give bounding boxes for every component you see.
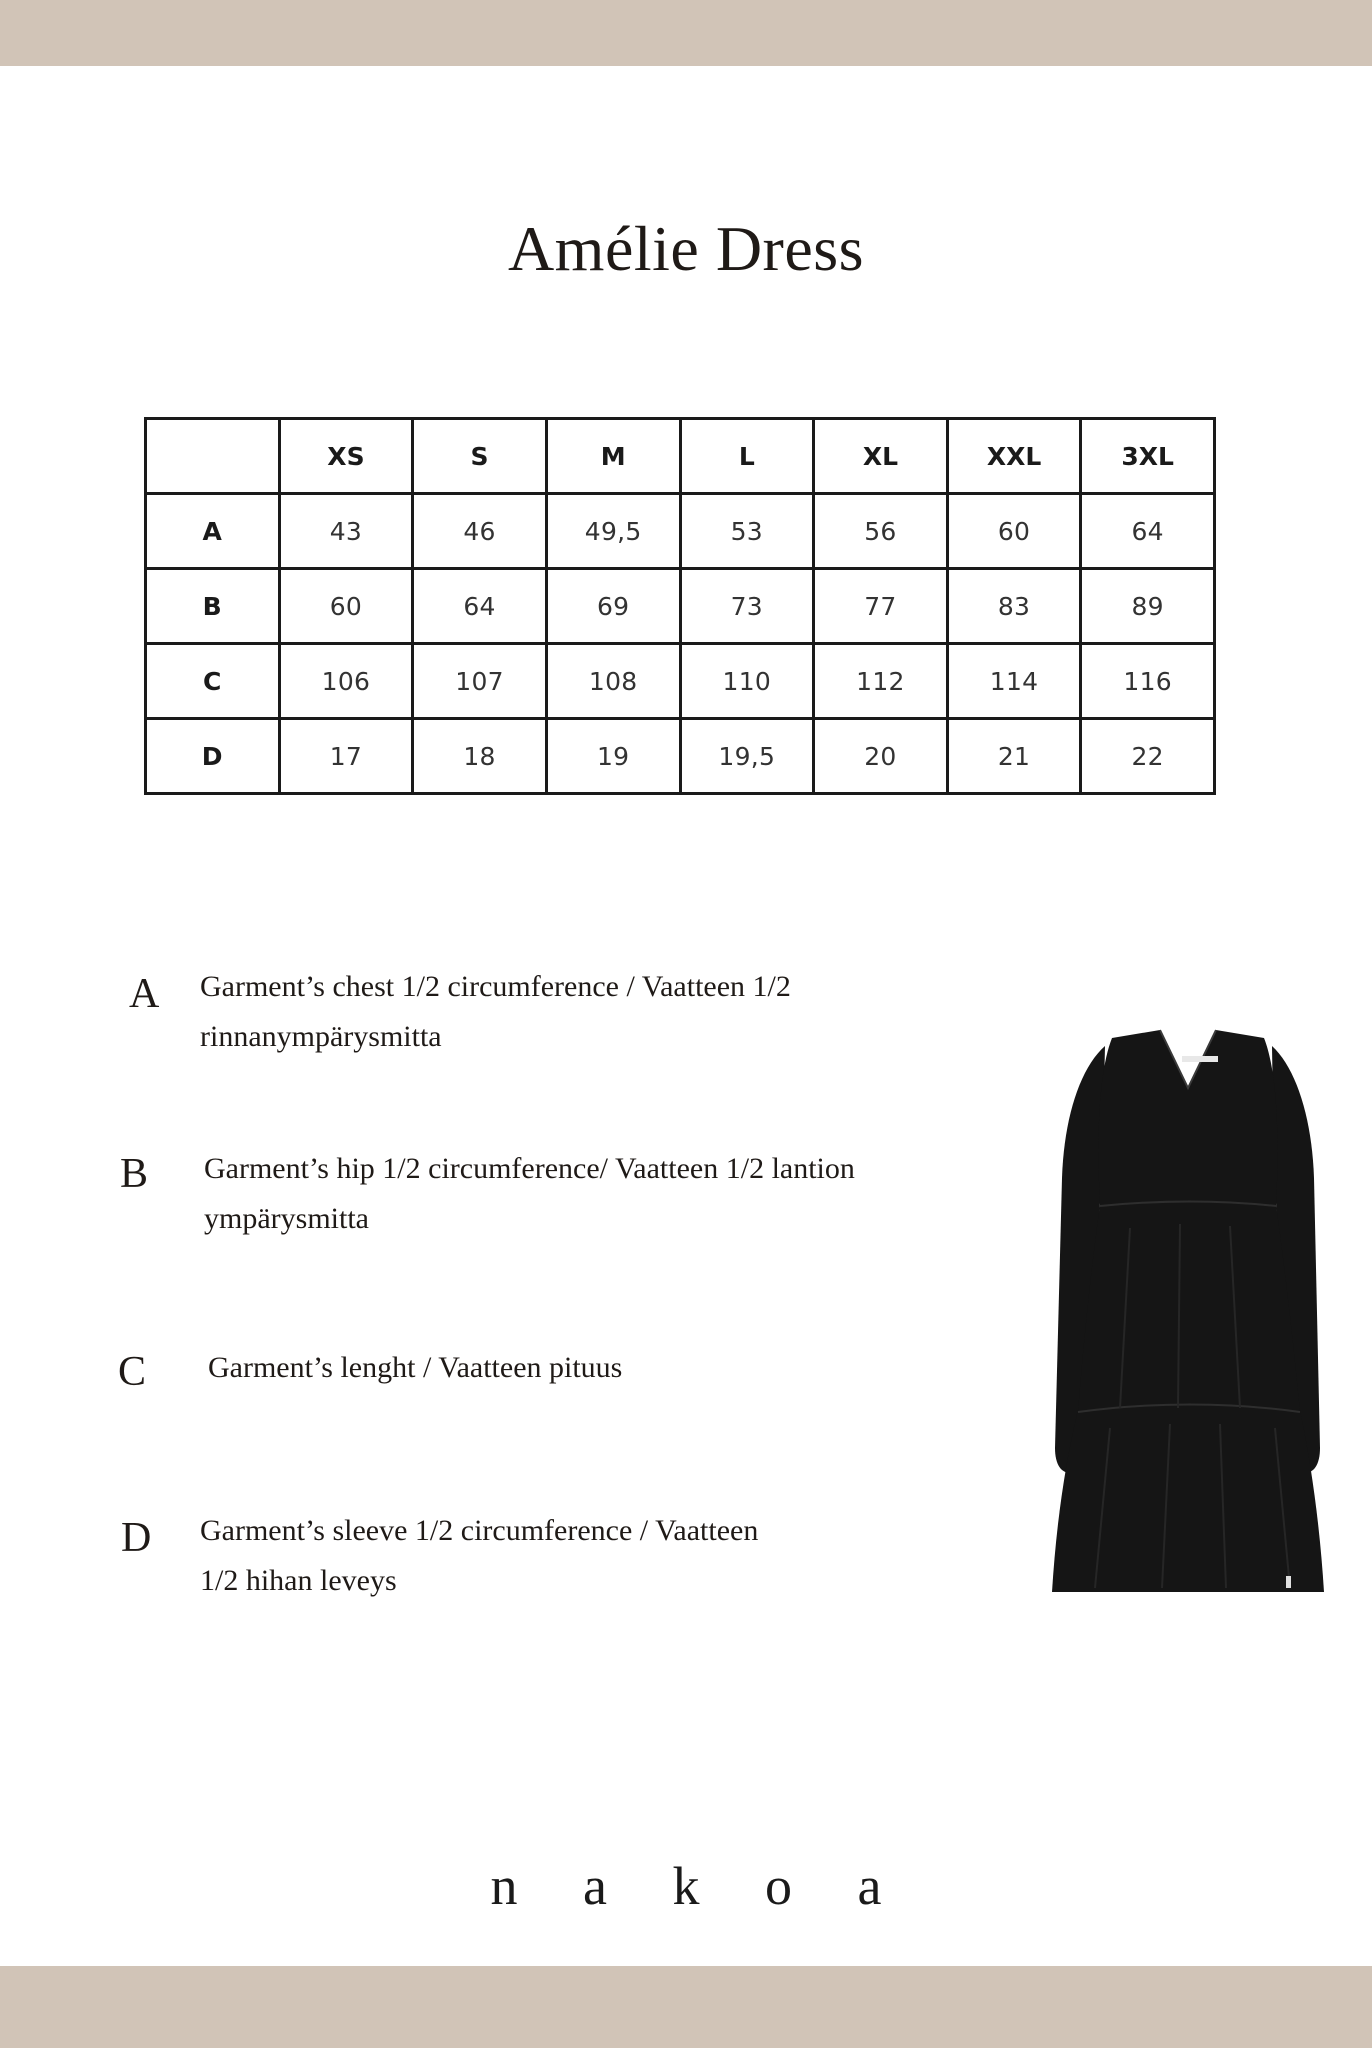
- table-corner-cell: [146, 419, 280, 494]
- table-cell: 112: [814, 644, 948, 719]
- table-cell: 116: [1081, 644, 1215, 719]
- table-cell: 19,5: [680, 719, 814, 794]
- table-cell: 64: [413, 569, 547, 644]
- table-cell: 49,5: [546, 494, 680, 569]
- table-row-c: [146, 644, 1215, 719]
- legend-line: ympärysmitta: [204, 1202, 369, 1235]
- column-header-xl: XL: [814, 419, 948, 494]
- legend-description-d: [200, 1506, 758, 1606]
- table-row-b: [146, 569, 1215, 644]
- table-header-row: [146, 419, 1215, 494]
- legend-description-b: [204, 1144, 855, 1244]
- column-header-l: L: [680, 419, 814, 494]
- table-cell: 56: [814, 494, 948, 569]
- table-cell: 107: [413, 644, 547, 719]
- dress-image: [1050, 1028, 1326, 1598]
- legend-letter-b: B: [120, 1151, 149, 1197]
- legend-description-a: [200, 962, 791, 1062]
- table-cell: 77: [814, 569, 948, 644]
- column-header-s: S: [413, 419, 547, 494]
- legend-description-c: [208, 1343, 622, 1393]
- table-cell: 22: [1081, 719, 1215, 794]
- table-cell: 18: [413, 719, 547, 794]
- table-cell: 73: [680, 569, 814, 644]
- row-key: A: [146, 494, 280, 569]
- table-cell: 69: [546, 569, 680, 644]
- size-chart-table: [144, 417, 1216, 795]
- row-key: C: [146, 644, 280, 719]
- table-cell: 43: [279, 494, 413, 569]
- legend-line: 1/2 hihan leveys: [200, 1564, 397, 1597]
- table-cell: 83: [947, 569, 1081, 644]
- bottom-band: [0, 1966, 1372, 2048]
- legend-letter-a: A: [129, 971, 160, 1017]
- table-cell: 108: [546, 644, 680, 719]
- table-cell: 89: [1081, 569, 1215, 644]
- page-title: Amélie Dress: [507, 213, 865, 284]
- column-header-xs: XS: [279, 419, 413, 494]
- legend-line: Garment’s chest 1/2 circumference / Vaatteen 1/2: [200, 970, 791, 1003]
- table-cell: 21: [947, 719, 1081, 794]
- table-cell: 64: [1081, 494, 1215, 569]
- row-key: D: [146, 719, 280, 794]
- column-header-m: M: [546, 419, 680, 494]
- table-cell: 46: [413, 494, 547, 569]
- table-cell: 106: [279, 644, 413, 719]
- legend-line: Garment’s hip 1/2 circumference/ Vaatteen 1/2 lantion: [204, 1152, 855, 1185]
- table-cell: 20: [814, 719, 948, 794]
- brand-logo: n a k o a: [490, 1856, 908, 1916]
- table-cell: 17: [279, 719, 413, 794]
- table-cell: 60: [947, 494, 1081, 569]
- legend-letter-c: C: [118, 1349, 147, 1395]
- table-cell: 19: [546, 719, 680, 794]
- table-cell: 60: [279, 569, 413, 644]
- legend-line: Garment’s sleeve 1/2 circumference / Vaatteen: [200, 1514, 759, 1547]
- legend-line: rinnanympärysmitta: [200, 1020, 442, 1053]
- legend-line: Garment’s lenght / Vaatteen pituus: [208, 1351, 623, 1384]
- table-cell: 114: [947, 644, 1081, 719]
- table-row-a: [146, 494, 1215, 569]
- column-header-xxl: XXL: [947, 419, 1081, 494]
- table-row-d: [146, 719, 1215, 794]
- top-band: [0, 0, 1372, 66]
- table-cell: 53: [680, 494, 814, 569]
- legend-letter-d: D: [121, 1515, 152, 1561]
- table-cell: 110: [680, 644, 814, 719]
- row-key: B: [146, 569, 280, 644]
- column-header-3xl: 3XL: [1081, 419, 1215, 494]
